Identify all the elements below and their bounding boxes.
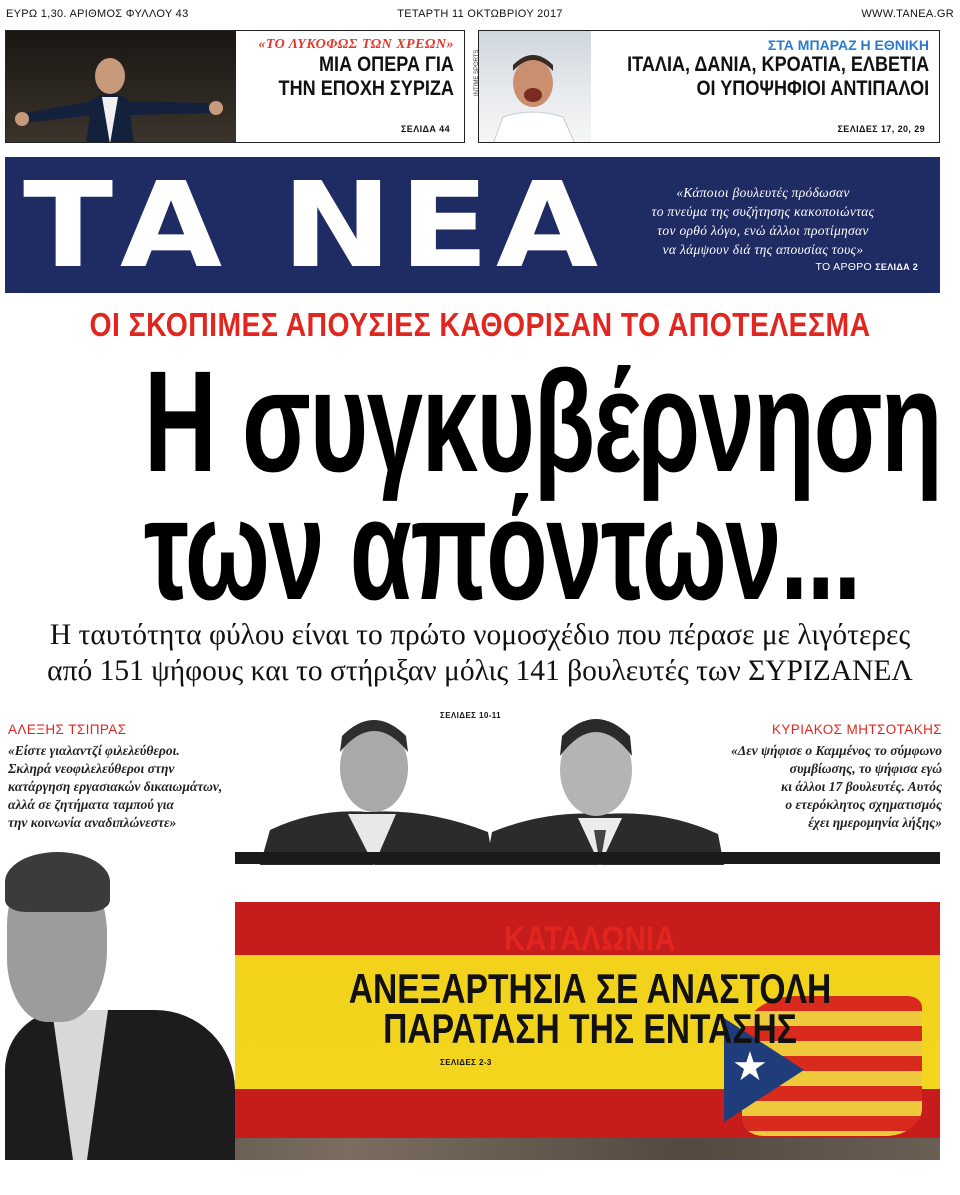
teaser-headline-line: ΤΗΝ ΕΠΟΧΗ ΣΥΡΙΖΑ (278, 77, 454, 100)
catalonia-pages: ΣΕΛΙΔΕΣ 2-3 (440, 1058, 492, 1067)
catalonia-kicker: ΚΑΤΑΛΩΝΙΑ (504, 920, 676, 958)
quote-line: κι άλλοι 17 βουλευτές. Αυτός (781, 779, 942, 794)
footballer-photo (479, 31, 591, 142)
tsipras-quote (8, 722, 308, 832)
teaser-kicker: «ΤΟ ΛΥΚΟΦΩΣ ΤΩΝ ΧΡΕΩΝ» (258, 37, 454, 52)
lead-subhead-line: Η ταυτότητα φύλου είναι το πρώτο νομοσχέδιο που πέρασε με λιγότερες (49, 619, 911, 651)
teaser-headline-line: ΟΙ ΥΠΟΨΗΦΙΟΙ ΑΝΤΙΠΑΛΟΙ (696, 77, 929, 100)
quote-line: «Δεν ψήφισε ο Καμμένος το σύμφωνο (731, 743, 942, 758)
editorial-quote-line: τον ορθό λόγο, ενώ άλλοι προτίμησαν (657, 223, 869, 238)
singer-figure-icon (6, 31, 236, 143)
editorial-reference[interactable] (816, 261, 918, 273)
suit-shape (5, 1010, 235, 1160)
top-info-line (6, 4, 954, 24)
catalonia-headline-line[interactable]: ΑΝΕΞΑΡΤΗΣΙΑ ΣΕ ΑΝΑΣΤΟΛΗ (348, 965, 832, 1012)
quote-line: συμβίωσης, το ψήφισα εγώ (789, 761, 942, 776)
teaser-headline-line: ΙΤΑΛΙΑ, ΔΑΝΙΑ, ΚΡΟΑΤΙΑ, ΕΛΒΕΤΙΑ (627, 53, 929, 76)
lead-pages: ΣΕΛΙΔΕΣ 10-11 (440, 711, 502, 720)
article-label: ΤΟ ΑΡΘΡΟ (815, 261, 872, 273)
mitsotakis-quote (642, 722, 942, 832)
price-issue: ΕΥΡΩ 1,30. ΑΡΙΘΜΟΣ ΦΥΛΛΟΥ 43 (6, 8, 189, 20)
teaser-national-team[interactable] (478, 30, 940, 143)
editorial-quote-line: να λάμψουν διά της απουσίας τους» (662, 242, 864, 257)
teaser-headline-line: ΜΙΑ ΟΠΕΡΑ ΓΙΑ (319, 53, 454, 76)
lead-subhead (0, 617, 960, 689)
quote-line: αλλά σε ζητήματα ταμπού για (8, 797, 175, 812)
quote-line: «Είστε γιαλαντζί φιλελεύθεροι. (8, 743, 180, 758)
website-link[interactable]: WWW.TANEA.GR (861, 8, 954, 20)
masthead (5, 157, 940, 293)
quote-line: κατάργηση εργασιακών δικαιωμάτων, (8, 779, 223, 794)
lead-headline-line[interactable]: Η συγκυβέρνηση (144, 341, 942, 502)
article-page: ΣΕΛΙΔΑ 2 (875, 262, 918, 272)
teaser-text (250, 37, 454, 101)
quote-speaker: ΚΥΡΙΑΚΟΣ ΜΗΤΣΟΤΑΚΗΣ (772, 722, 942, 737)
quote-text (8, 742, 308, 832)
quote-line: έχει ημερομηνία λήξης» (808, 815, 942, 830)
editorial-quote-line: «Κάποιοι βουλευτές πρόδωσαν (676, 185, 850, 200)
editorial-quote-line: το πνεύμα της συζήτησης κακοποιώντας (651, 204, 875, 219)
lead-subhead-line: από 151 ψήφους και το στήριξαν μόλις 141 βουλευτές των ΣΥΡΙΖΑΝΕΛ (47, 655, 913, 687)
quote-line: ο ετερόκλητος σχηματισμός (785, 797, 942, 812)
quote-speaker: ΑΛΕΞΗΣ ΤΣΙΠΡΑΣ (8, 722, 127, 737)
newspaper-logo[interactable]: ΤΑ ΝΕΑ (23, 156, 605, 294)
footballer-figure-icon (479, 31, 591, 143)
catalonia-headline-line[interactable]: ΠΑΡΑΤΑΣΗ ΤΗΣ ΕΝΤΑΣΗΣ (383, 1005, 797, 1052)
quote-text (642, 742, 942, 832)
quote-line: την κοινωνία αναδιπλώνεστε» (8, 815, 177, 830)
singer-photo (6, 31, 236, 142)
teaser-pages: ΣΕΛΙΔΕΣ 17, 20, 29 (837, 124, 925, 134)
teaser-text (578, 37, 929, 101)
quote-line: Σκληρά νεοφιλελεύθεροι στην (8, 761, 175, 776)
editorial-quote (608, 183, 918, 259)
teaser-opera[interactable] (5, 30, 465, 143)
lead-kicker: ΟΙ ΣΚΟΠΙΜΕΣ ΑΠΟΥΣΙΕΣ ΚΑΘΟΡΙΣΑΝ ΤΟ ΑΠΟΤΕΛΕΣΜΑ (89, 306, 871, 343)
puigdemont-photo (5, 852, 235, 1160)
photo-credit: INTIME SPORTS (474, 49, 480, 96)
lead-headline-line[interactable]: των απόντων... (144, 469, 860, 630)
star-icon: ★ (732, 1045, 768, 1089)
teaser-pages: ΣΕΛΙΔΑ 44 (401, 124, 450, 134)
teaser-kicker: ΣΤΑ ΜΠΑΡΑΖ Η ΕΘΝΙΚΗ (767, 37, 929, 53)
issue-date: ΤΕΤΑΡΤΗ 11 ΟΚΤΩΒΡΙΟΥ 2017 (397, 8, 563, 20)
hair-shape (5, 852, 110, 912)
